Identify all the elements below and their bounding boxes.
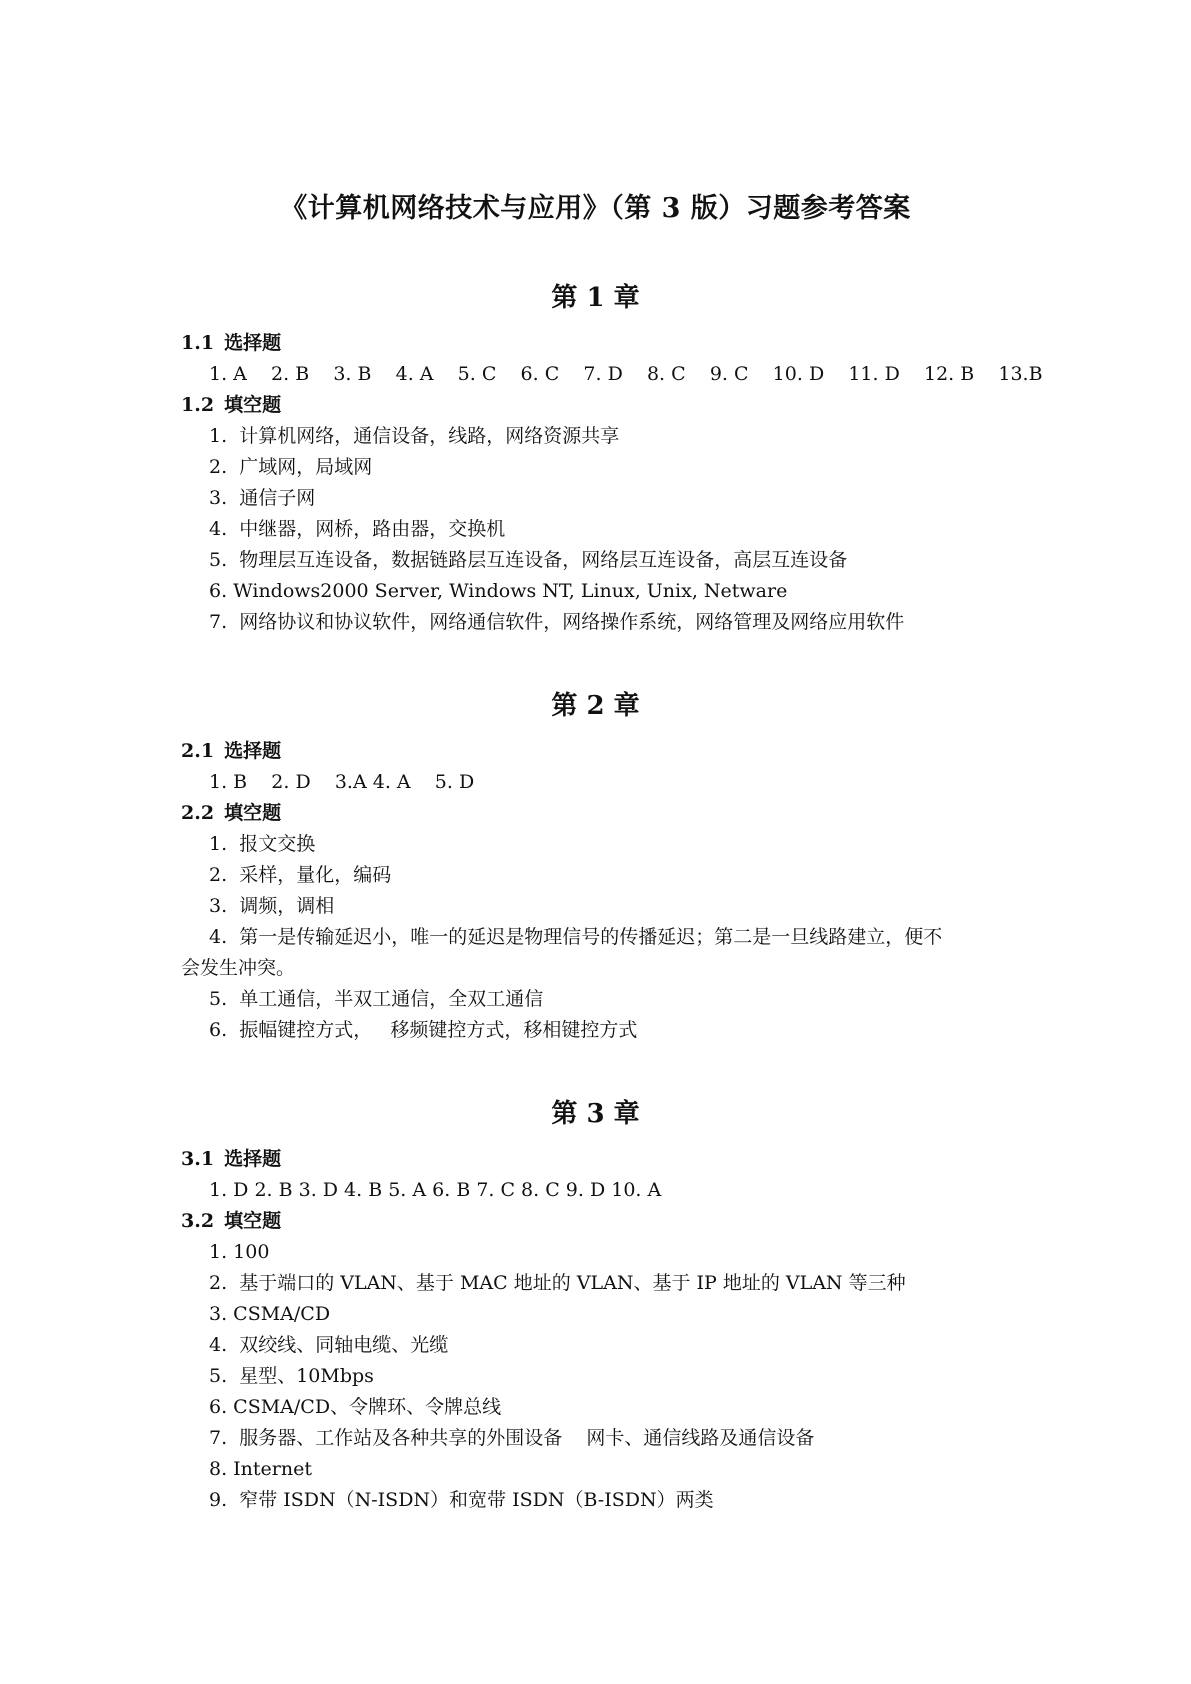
answer-line: 3. 调频，调相 [209,895,335,917]
answer-line: 3. 通信子网 [209,487,316,509]
answer-line: 1. B 2. D 3.A 4. A 5. D [209,771,475,793]
section-number: 1.2 [181,394,215,416]
answer-line: 4. 双绞线、同轴电缆、光缆 [209,1334,449,1356]
answer-line: 9. 窄带 ISDN（N-ISDN）和宽带 ISDN（B-ISDN）两类 [209,1489,714,1511]
chapter-2 [0,688,1191,1046]
chapter-1 [0,280,1191,638]
document-title: 《计算机网络技术与应用》（第 3 版）习题参考答案 [280,193,911,224]
answer-line: 7. 服务器、工作站及各种共享的外围设备 网卡、通信线路及通信设备 [209,1427,815,1449]
answer-line: 7. 网络协议和协议软件，网络通信软件，网络操作系统，网络管理及网络应用软件 [209,611,905,633]
answer-line: 5. 物理层互连设备，数据链路层互连设备，网络层互连设备，高层互连设备 [209,549,848,571]
section-heading [0,736,1191,767]
chapter-title: 第 2 章 [551,691,640,721]
section-number: 1.1 [181,332,215,354]
answer-line: 5. 星型、10Mbps [209,1365,374,1387]
section-number: 3.2 [181,1210,215,1232]
answer-line: 4. 第一是传输延迟小，唯一的延迟是物理信号的传播延迟；第二是一旦线路建立，便不 [209,926,943,948]
answer-line: 6. Windows2000 Server, Windows NT, Linux, Unix, Netware [209,580,788,602]
section-heading [0,1206,1191,1237]
section-name: 选择题 [224,740,282,762]
chapter-title: 第 1 章 [551,283,640,313]
answer-line: 1. 报文交换 [209,833,316,855]
section-heading [0,798,1191,829]
section-name: 填空题 [224,1210,282,1232]
section-number: 2.2 [181,802,215,824]
answer-line: 5. 单工通信，半双工通信，全双工通信 [209,988,544,1010]
answer-line: 6. CSMA/CD、令牌环、令牌总线 [209,1396,502,1418]
section-name: 选择题 [224,1148,282,1170]
chapter-title: 第 3 章 [551,1099,640,1129]
section-number: 2.1 [181,740,215,762]
answer-line: 3. CSMA/CD [209,1303,331,1325]
section-name: 选择题 [224,332,282,354]
section-heading [0,328,1191,359]
answer-line: 1. 计算机网络，通信设备，线路，网络资源共享 [209,425,620,447]
answer-line: 1. D 2. B 3. D 4. B 5. A 6. B 7. C 8. C 9. D 10. A [209,1179,662,1201]
answer-line: 2. 广域网，局域网 [209,456,373,478]
section-name: 填空题 [224,802,282,824]
answer-line: 2. 基于端口的 VLAN、基于 MAC 地址的 VLAN、基于 IP 地址的 VLAN 等三种 [209,1272,906,1294]
section-heading [0,1144,1191,1175]
answer-line: 1. 100 [209,1241,270,1263]
chapter-3 [0,1096,1191,1516]
section-heading [0,390,1191,421]
answer-line: 1. A 2. B 3. B 4. A 5. C 6. C 7. D 8. C 9. C 10. D 11. D 12. B 13.B [209,363,1043,385]
section-name: 填空题 [224,394,282,416]
answer-line-continuation: 会发生冲突。 [181,957,296,979]
answer-line: 4. 中继器，网桥，路由器，交换机 [209,518,506,540]
answer-line: 2. 采样，量化，编码 [209,864,392,886]
answer-line: 6. 振幅键控方式， 移频键控方式，移相键控方式 [209,1019,638,1041]
section-number: 3.1 [181,1148,215,1170]
answer-line: 8. Internet [209,1458,312,1480]
